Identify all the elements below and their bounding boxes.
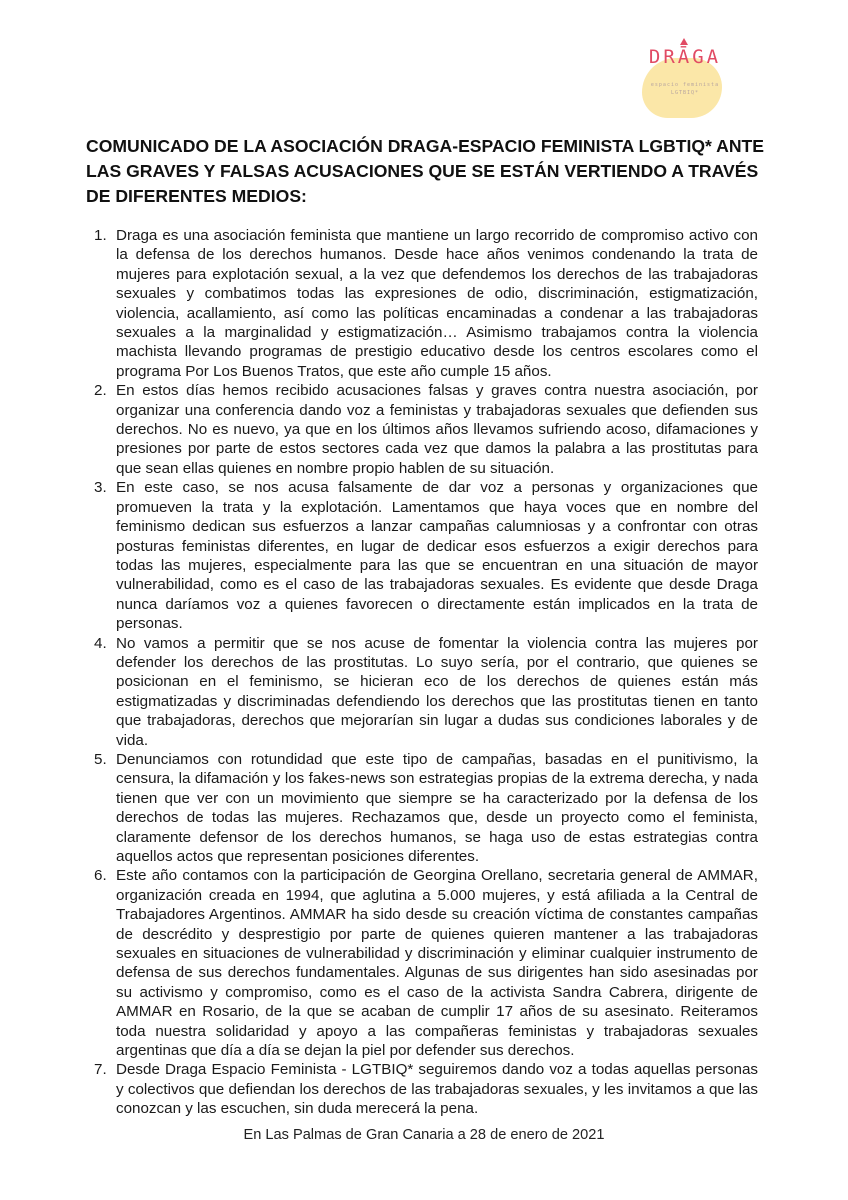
item-number: 4.	[94, 634, 107, 652]
item-text: Desde Draga Espacio Feminista - LGTBIQ* seguiremos dando voz a todas aquellas personas y colectivos que defiendan los derechos de las trabajadoras sexuales, y les invitamos a que las conozcan y las escuchen, sin duda merecerá la pena.	[116, 1061, 758, 1118]
list-item	[88, 1060, 758, 1118]
item-number: 7.	[94, 1061, 107, 1079]
item-number: 6.	[94, 867, 107, 885]
logo-subtitle: espacio feminista	[650, 82, 720, 88]
logo-subtitle-2: LGTBIQ*	[670, 90, 700, 96]
item-text: Denunciamos con rotundidad que este tipo de campañas, basadas en el punitivismo, la censura, la difamación y los fakes-news son estrategias propias de la extrema derecha, y nada tienen que ver con un movimiento que siempre se ha caracterizado por la defensa de los derechos de todas las mujeres. Rechazamos que, desde un proyecto como el feminista, claramente defensor de los derechos humanos, se haga uso de estas estrategias contra aquellos actos que representan posiciones diferentes.	[116, 750, 758, 865]
item-text: En este caso, se nos acusa falsamente de dar voz a personas y organizaciones que promueven la trata y la explotación. Lamentamos que haya voces que en nombre del feminismo dedican sus esfuerzos a lanzar campañas calumniosas y a confrontar con otras posturas feministas diferentes, en lugar de dedicar esos esfuerzos a exigir derechos para todas las mujeres, especialmente para las que se encuentran en una situación de mayor vulnerabilidad, como es el caso de las trabajadoras sexuales. Es evidente que desde Draga nunca daríamos voz a quienes favorecen o directamente están implicados en la trata de personas.	[116, 479, 758, 633]
draga-logo	[620, 38, 750, 118]
item-text: No vamos a permitir que se nos acuse de fomentar la violencia contra las mujeres por defender los derechos de las prostitutas. Lo suyo sería, por el contrario, que quienes se posicionan en el feminismo, se hicieran eco de los derechos de quienes están más estigmatizadas y discriminadas defendiendo los derechos que las prostitutas tienen en tanto que trabajadoras, derechos que mejorarían sin lugar a dudas sus condiciones laborales y de vida.	[116, 634, 758, 749]
item-number: 1.	[94, 227, 107, 244]
list-item	[88, 381, 758, 478]
item-text: Draga es una asociación feminista que mantiene un largo recorrido de compromiso activo con la defensa de los derechos humanos. Desde hace años venimos condenando la trata de mujeres para explotación sexual, a la vez que defendemos los derechos de las trabajadoras sexuales y combatimos todas las expresiones de odio, discriminación, estigmatización, violencia, acallamiento, así como las políticas encaminadas a condenar a las trabajadoras sexuales a la marginalidad y estigmatización… Asimismo trabajamos contra la violencia machista llevando programas de prestigio educativo desde los centros escolares como el programa Por Los Buenos Tratos, que este año cumple 15 años.	[116, 227, 758, 380]
list-item	[88, 866, 758, 1060]
list-item	[88, 750, 758, 866]
list-item	[88, 478, 758, 633]
item-number: 3.	[94, 479, 107, 497]
closing-place-date: En Las Palmas de Gran Canaria a 28 de enero de 2021	[243, 1127, 605, 1143]
item-text: En estos días hemos recibido acusaciones falsas y graves contra nuestra asociación, por organizar una conferencia dando voz a feministas y trabajadoras sexuales que defienden sus derechos. No es nuevo, ya que en los últimos años llevamos sufriendo acoso, difamaciones y presiones por parte de estos sectores cada vez que damos la palabra a las prostitutas para que sean ellas quienes en nombre propio hablen de su situación.	[116, 382, 758, 477]
document-title: COMUNICADO DE LA ASOCIACIÓN DRAGA-ESPACIO FEMINISTA LGBTIQ* ANTE LAS GRAVES Y FALSAS ACUSACIONES QUE SE ESTÁN VERTIENDO A TRAVÉS DE DIFERENTES MEDIOS:	[86, 136, 765, 206]
item-number: 5.	[94, 750, 107, 768]
item-number: 2.	[94, 382, 107, 400]
statement-list	[88, 226, 758, 1119]
item-text: Este año contamos con la participación de Georgina Orellano, secretaria general de AMMAR, organización creada en 1994, que aglutina a 5.000 mujeres, y está afiliada a la Central de Trabajadores Argentinos. AMMAR ha sido desde su creación víctima de constantes campañas de descrédito y desprestigio por parte de quienes quieren mantener a las trabajadoras sexuales en situaciones de vulnerabilidad y discriminación y eliminar cualquier instrumento de defensa de sus derechos fundamentales. Algunas de sus dirigentes han sido asesinadas por su activismo y compromiso, como es el caso de la activista Sandra Cabrera, dirigente de AMMAR en Rosario, de la que se acaban de cumplir 17 años de su asesinato. Reiteramos toda nuestra solidaridad y apoyo a las compañeras feministas y trabajadoras sexuales argentinas que día a día se dejan la piel por defender sus derechos.	[116, 867, 758, 1060]
list-item	[88, 634, 758, 750]
logo-wordmark: DRĀGA	[648, 46, 722, 68]
logo-accent-mark	[680, 38, 688, 45]
list-item	[88, 226, 758, 381]
